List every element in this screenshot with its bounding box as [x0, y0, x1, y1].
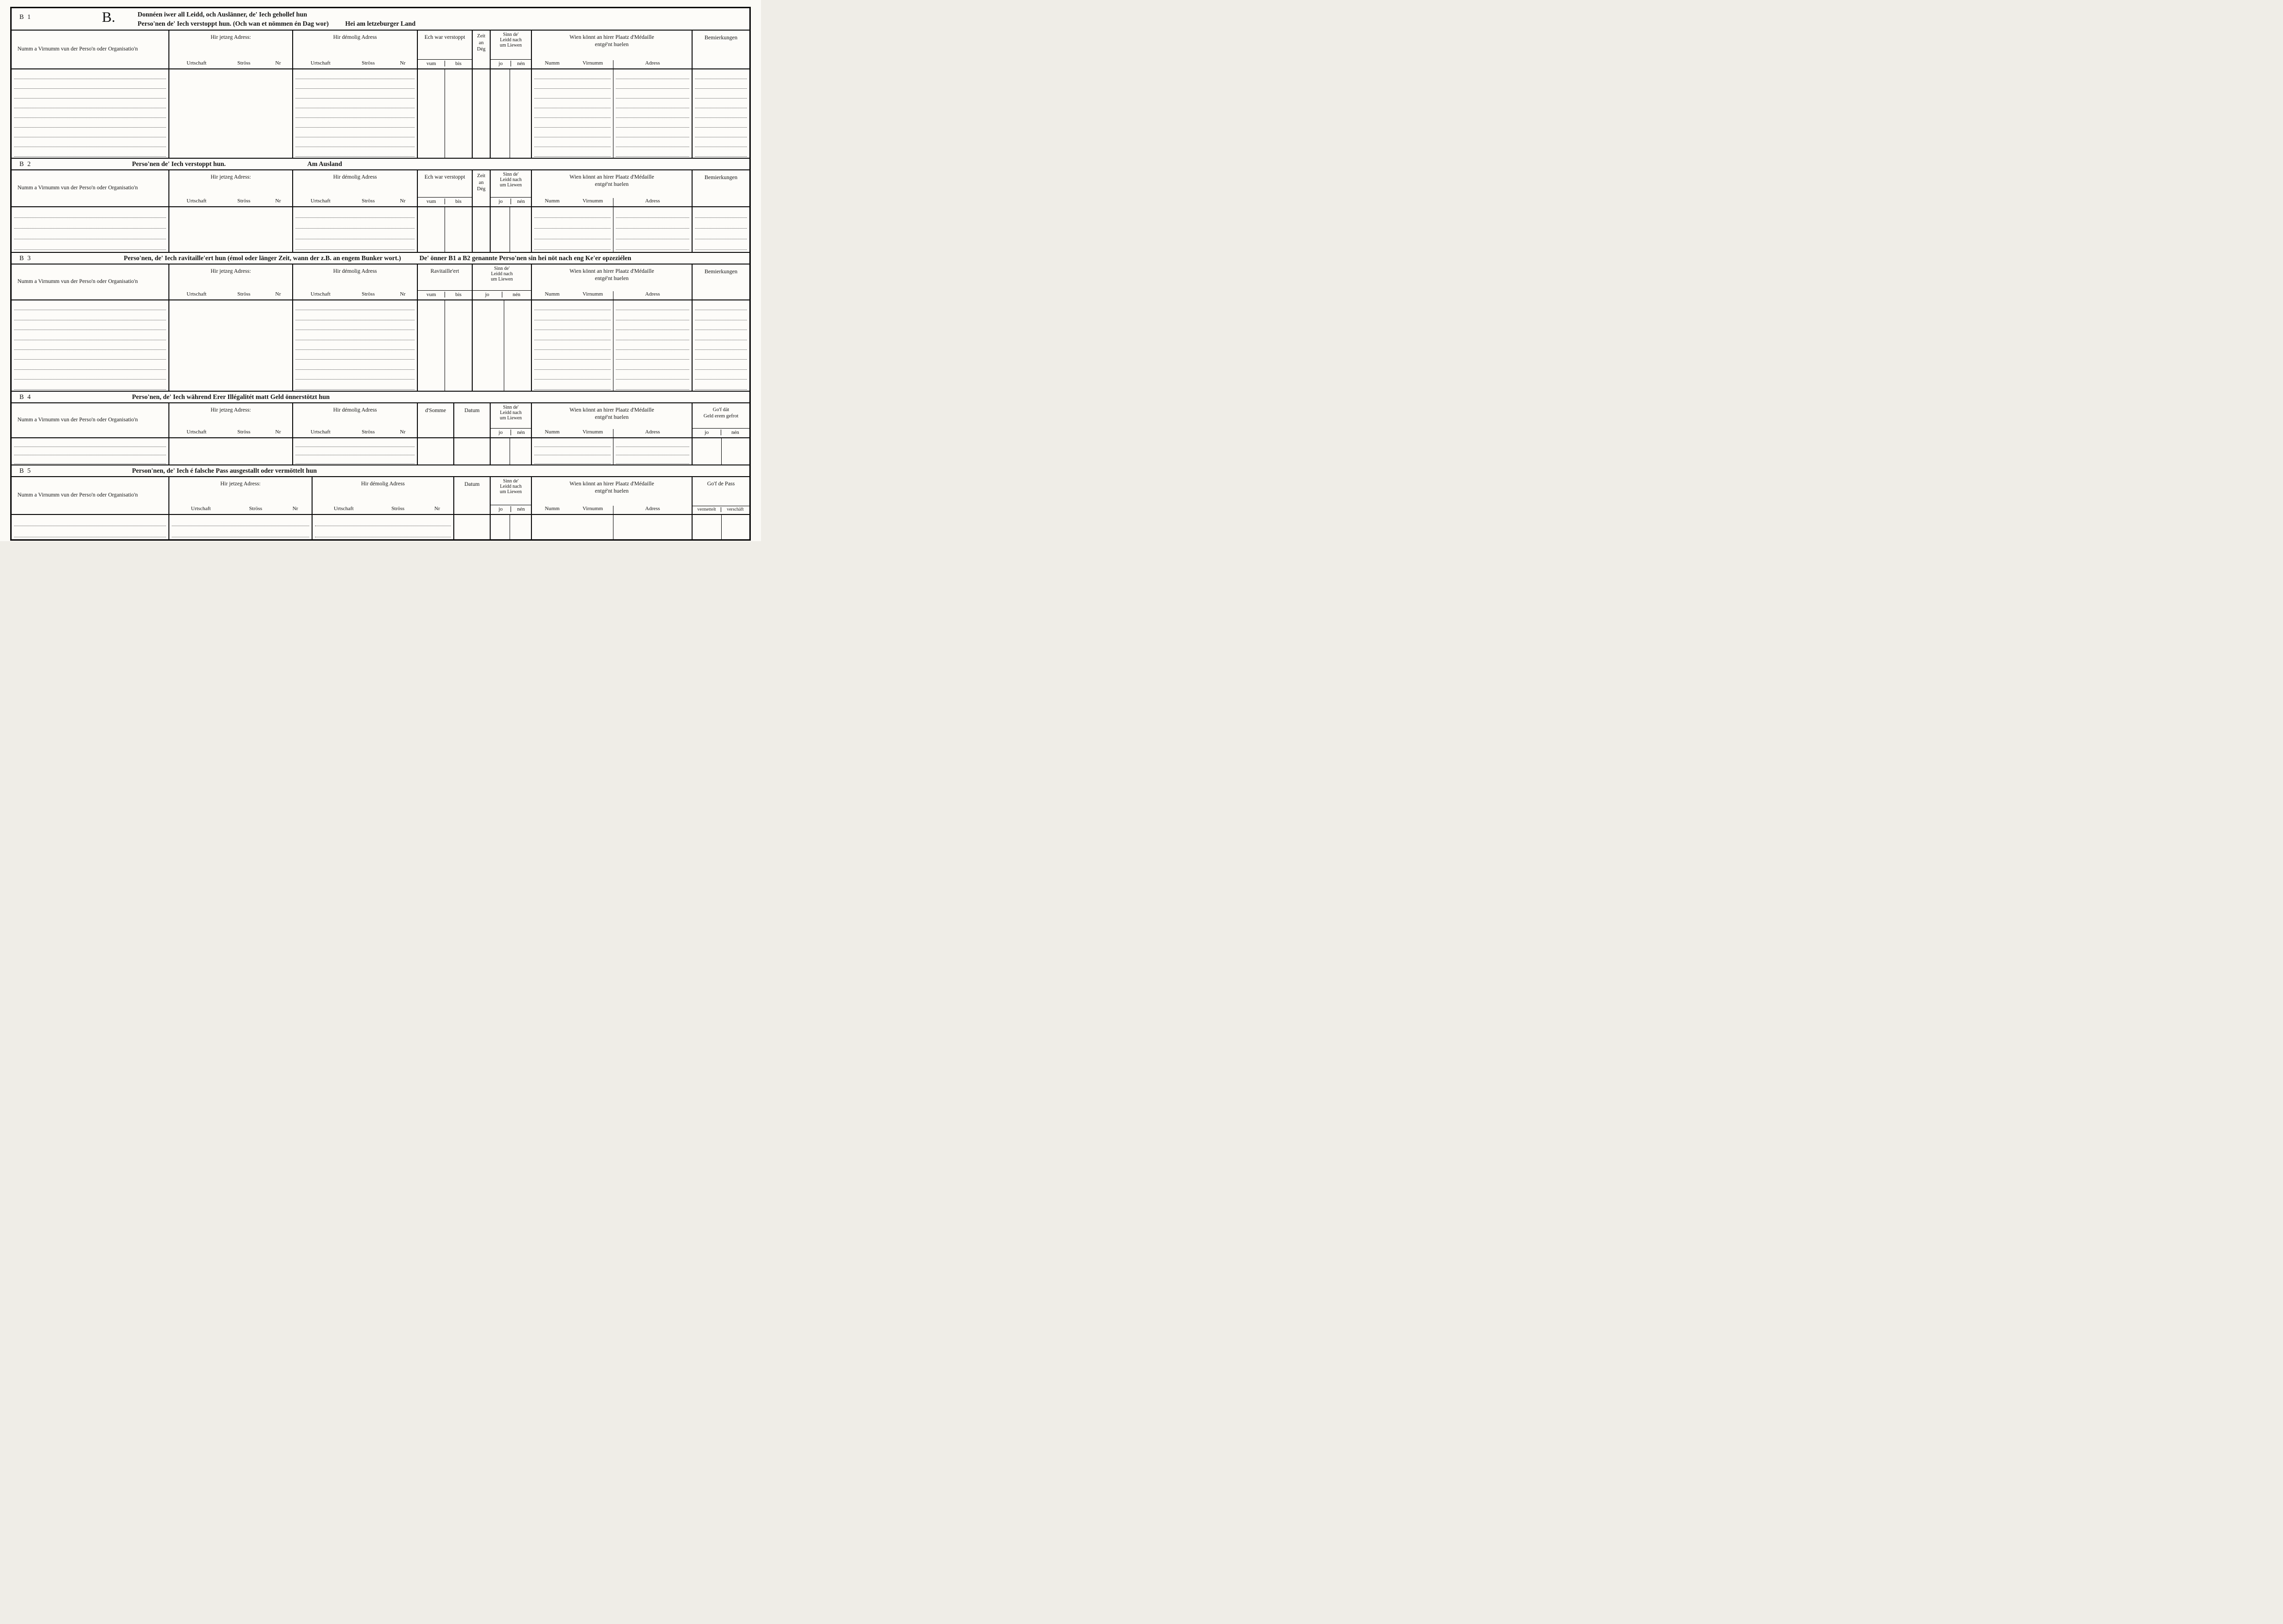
sub-label-nr: Nr: [275, 429, 281, 435]
body-col-medal-names: [532, 300, 613, 391]
section-b1: [12, 8, 749, 159]
sub-label-urtschaft: Urtschaft: [310, 198, 331, 204]
table-header: [12, 477, 749, 515]
col-group-former-address: Hir démolig Adress Urtschaft Ströss Nr: [313, 477, 454, 514]
sub-label-stross: Ströss: [237, 60, 250, 66]
sub-label-stross: Ströss: [362, 429, 375, 435]
col-group-current-address: Hir jetzeg Adress: Urtschaft Ströss Nr: [169, 170, 293, 206]
sub-label-urtschaft: Urtschaft: [191, 506, 211, 512]
col-group-still-alive: Sinn de' Leidd nach um Liewen jo nén: [491, 403, 532, 437]
section-title-right: Am Ausland: [307, 160, 342, 167]
sub-label-numm: Numm: [545, 198, 560, 204]
col-header-name: Numm a Virnumm vun der Perso'n oder Organisatio'n: [12, 265, 169, 299]
sub-label-vum: vum: [426, 61, 436, 66]
col-group-current-address: Hir jetzeg Adress: Urtschaft Ströss Nr: [169, 265, 293, 299]
body-col-former-address: [293, 300, 418, 391]
sub-label-numm: Numm: [545, 506, 560, 512]
body-col-current-address: [169, 438, 293, 464]
sub-label-adress: Adress: [613, 506, 692, 514]
sub-label-nen: nén: [511, 430, 531, 435]
body-col-pass-verschaft: [722, 515, 749, 539]
col-header-zeit-an-deg: Zeit an Dég: [473, 170, 491, 206]
body-col-current-address: [169, 69, 293, 158]
sub-label-jo: jo: [704, 430, 709, 435]
col-group-geld-gefrot: Go'f dät Geld erem gefrot jo nén: [693, 403, 749, 437]
table-header: [12, 31, 749, 69]
body-col-dsomme: [418, 438, 454, 464]
col-group-medal: Wien könnt an hirer Plaatz d'Médaille entgé'nt huelen Numm Virnumm Adress: [532, 265, 693, 299]
body-col-medal-names: [532, 207, 613, 252]
col-group-former-address: Hir démolig Adress Urtschaft Ströss Nr: [293, 403, 418, 437]
table-header: [12, 170, 749, 207]
col-group-still-alive: Sinn de' Leidd nach um Liewen jo nén: [491, 477, 532, 514]
body-col-current-address: [169, 300, 293, 391]
body-col-vum: [418, 207, 445, 252]
sub-label-urtschaft: Urtschaft: [310, 291, 331, 297]
sub-label-adress: Adress: [613, 198, 692, 206]
sub-label-nen: nén: [511, 506, 531, 512]
body-col-jo: [491, 207, 510, 252]
sub-label-urtschaft: Urtschaft: [186, 291, 207, 297]
col-group-former-address: Hir démolig Adress Urtschaft Ströss Nr: [293, 31, 418, 68]
col-header-name: Numm a Virnumm vun der Perso'n oder Organisatio'n: [12, 403, 169, 437]
body-col-zeit: [473, 69, 491, 158]
table-body: [12, 438, 749, 464]
section-title: Perso'nen, de' Iech während Erer Illégalitét matt Geld önnerstötzt hun: [132, 393, 330, 400]
sub-label-bis: bis: [445, 61, 472, 66]
body-col-geld-jo: [693, 438, 722, 464]
sub-label-urtschaft: Urtschaft: [310, 429, 331, 435]
section-b5: [12, 465, 749, 539]
section-title-line2: Perso'nen de' Iech verstoppt hun. (Och wan et nömmen én Dag wor): [137, 19, 329, 27]
body-col-former-address: [293, 207, 418, 252]
body-col-nen: [510, 515, 532, 539]
body-col-geld-nen: [722, 438, 749, 464]
body-col-medal-address: [613, 207, 693, 252]
sub-label-jo: jo: [498, 506, 503, 512]
section-b4-title-bar: [12, 392, 749, 403]
sub-label-vermettelt: vermettelt: [697, 507, 716, 512]
body-col-bis: [445, 207, 473, 252]
section-title: Perso'nen de' Iech verstoppt hun.: [132, 160, 226, 167]
sub-label-jo: jo: [498, 430, 503, 435]
sub-label-nr: Nr: [399, 291, 406, 297]
sub-label-stross: Ströss: [237, 291, 250, 297]
col-group-still-alive: Sinn de' Leidd nach um Liewen jo nén: [491, 31, 532, 68]
section-b2: [12, 159, 749, 253]
table-body: [12, 69, 749, 158]
col-header-bemierkungen: Bemierkungen: [704, 269, 738, 275]
section-id: B 1: [19, 13, 32, 20]
sub-label-nen: nén: [721, 430, 749, 435]
col-group-pass: Go'f de Pass vermettelt verschäft: [693, 477, 749, 514]
col-group-ravitailleert: Ravitaille'ert vum bis: [418, 265, 473, 299]
sub-label-stross: Ströss: [362, 60, 375, 66]
table-header: [12, 403, 749, 438]
body-col-medal-address: [613, 515, 693, 539]
sub-label-nen: nén: [511, 61, 531, 66]
section-title: [138, 10, 416, 29]
sub-label-nr: Nr: [434, 506, 440, 512]
table-body: [12, 300, 749, 391]
body-col-vum: [418, 300, 445, 391]
sub-label-stross: Ströss: [362, 291, 375, 297]
sub-label-urtschaft: Urtschaft: [333, 506, 354, 512]
table-body: [12, 207, 749, 252]
sub-label-nr: Nr: [399, 60, 406, 66]
sub-label-jo: jo: [498, 199, 503, 204]
body-col-nen: [510, 438, 532, 464]
sub-label-nr: Nr: [399, 198, 406, 204]
body-col-name: [12, 207, 169, 252]
col-header-name: Numm a Virnumm vun der Perso'n oder Organisatio'n: [12, 477, 169, 514]
section-b5-title-bar: [12, 465, 749, 477]
sub-label-virnumm: Virnumm: [582, 291, 603, 297]
sub-label-nen: nén: [511, 199, 531, 204]
body-col-bemierkungen: [693, 69, 749, 158]
section-title: Perso'nen, de' Iech ravitaille'ert hun (émol oder länger Zeit, wann der z.B. an engem Bunker wort.): [124, 254, 401, 262]
body-col-medal-names: [532, 515, 613, 539]
sub-label-virnumm: Virnumm: [582, 60, 603, 66]
form-sheet: [10, 7, 751, 541]
body-col-vum: [418, 69, 445, 158]
col-group-still-alive: Sinn de' Leidd nach um Liewen jo nén: [473, 265, 532, 299]
section-letter: B.: [102, 9, 116, 25]
sub-label-numm: Numm: [545, 429, 560, 435]
sub-label-urtschaft: Urtschaft: [310, 60, 331, 66]
col-group-current-address: Hir jetzeg Adress: Urtschaft Ströss Nr: [169, 31, 293, 68]
sub-label-urtschaft: Urtschaft: [186, 429, 207, 435]
col-header-datum: Datum: [454, 403, 491, 437]
body-col-medal-names: [532, 69, 613, 158]
sub-label-numm: Numm: [545, 60, 560, 66]
sub-label-nr: Nr: [292, 506, 298, 512]
section-title-line1: Donnéen iwer all Leidd, och Auslänner, de' Iech gehollef hun: [137, 11, 307, 18]
body-col-name: [12, 515, 169, 539]
sub-label-vum: vum: [426, 292, 436, 298]
sub-label-bis: bis: [445, 199, 472, 204]
body-col-jo: [473, 300, 504, 391]
sub-label-jo: jo: [485, 292, 490, 298]
col-header-datum: Datum: [454, 477, 491, 514]
body-col-former-address: [293, 69, 418, 158]
section-title: Person'nen, de' Iech é falsche Pass ausgestallt oder vermöttelt hun: [132, 467, 317, 474]
sub-label-adress: Adress: [613, 291, 692, 299]
sub-label-numm: Numm: [545, 291, 560, 297]
body-col-bis: [445, 69, 473, 158]
col-group-former-address: Hir démolig Adress Urtschaft Ströss Nr: [293, 265, 418, 299]
body-col-pass-vermettelt: [693, 515, 722, 539]
body-col-medal-address: [613, 438, 693, 464]
body-col-name: [12, 300, 169, 391]
col-group-current-address: Hir jetzeg Adress: Urtschaft Ströss Nr: [169, 477, 313, 514]
col-header-bemierkungen: Bemierkungen: [704, 35, 738, 41]
sub-label-stross: Ströss: [362, 198, 375, 204]
sub-label-virnumm: Virnumm: [582, 506, 603, 512]
sub-label-nr: Nr: [275, 291, 281, 297]
section-title-right: De' önner B1 a B2 genannte Perso'nen sin hei nöt nach eng Ke'er opzeziélen: [419, 254, 631, 262]
table-header: [12, 265, 749, 300]
col-group-current-address: Hir jetzeg Adress: Urtschaft Ströss Nr: [169, 403, 293, 437]
sub-label-virnumm: Virnumm: [582, 429, 603, 435]
sub-label-adress: Adress: [613, 429, 692, 437]
scanned-form-page: [0, 0, 761, 541]
sub-label-nr: Nr: [275, 198, 281, 204]
section-b3: [12, 253, 749, 392]
col-header-name: Numm a Virnumm vun der Perso'n oder Organisatio'n: [12, 31, 169, 68]
body-col-jo: [491, 515, 510, 539]
sub-label-nr: Nr: [399, 429, 406, 435]
sub-label-stross: Ströss: [237, 198, 250, 204]
body-col-medal-address: [613, 300, 693, 391]
body-col-datum: [454, 515, 491, 539]
body-col-medal-names: [532, 438, 613, 464]
sub-label-adress: Adress: [613, 60, 692, 68]
body-col-jo: [491, 438, 510, 464]
sub-label-stross: Ströss: [391, 506, 405, 512]
sub-label-verschaft: verschäft: [721, 507, 749, 512]
col-group-former-address: Hir démolig Adress Urtschaft Ströss Nr: [293, 170, 418, 206]
section-b1-title-bar: [12, 8, 749, 31]
body-col-former-address: [313, 515, 454, 539]
sub-label-virnumm: Virnumm: [582, 198, 603, 204]
section-id: B 3: [19, 254, 32, 262]
body-col-zeit: [473, 207, 491, 252]
section-b3-title-bar: [12, 253, 749, 265]
body-col-name: [12, 438, 169, 464]
sub-label-nr: Nr: [275, 60, 281, 66]
col-group-medal: Wien könnt an hirer Plaatz d'Médaille entgé'nt huelen Numm Virnumm Adress: [532, 31, 693, 68]
sub-label-nen: nén: [502, 292, 531, 298]
body-col-bis: [445, 300, 473, 391]
sub-label-urtschaft: Urtschaft: [186, 60, 207, 66]
sub-label-bis: bis: [445, 292, 472, 298]
section-title-right: Hei am letzeburger Land: [345, 19, 416, 27]
section-id: B 2: [19, 160, 32, 167]
body-col-nen: [510, 207, 532, 252]
body-col-nen: [510, 69, 532, 158]
col-group-medal: Wien könnt an hirer Plaatz d'Médaille entgé'nt huelen Numm Virnumm Adress: [532, 477, 693, 514]
col-header-name: Numm a Virnumm vun der Perso'n oder Organisatio'n: [12, 170, 169, 206]
sub-label-vum: vum: [426, 199, 436, 204]
body-col-datum: [454, 438, 491, 464]
col-group-medal: Wien könnt an hirer Plaatz d'Médaille entgé'nt huelen Numm Virnumm Adress: [532, 170, 693, 206]
col-group-hidden-period: Ech war verstoppt vum bis: [418, 31, 473, 68]
body-col-nen: [504, 300, 532, 391]
col-group-hidden-period: Ech war verstoppt vum bis: [418, 170, 473, 206]
body-col-bemierkungen: [693, 207, 749, 252]
sub-label-stross: Ströss: [249, 506, 263, 512]
sub-label-stross: Ströss: [237, 429, 250, 435]
body-col-bemierkungen: [693, 300, 749, 391]
table-body: [12, 515, 749, 539]
col-header-dsomme: d'Somme: [418, 403, 454, 437]
col-header-bemierkungen: Bemierkungen: [704, 175, 738, 181]
section-id: B 5: [19, 467, 32, 474]
col-group-medal: Wien könnt an hirer Plaatz d'Médaille entgé'nt huelen Numm Virnumm Adress: [532, 403, 693, 437]
sub-label-urtschaft: Urtschaft: [186, 198, 207, 204]
section-b2-title-bar: [12, 159, 749, 170]
body-col-jo: [491, 69, 510, 158]
col-group-still-alive: Sinn de' Leidd nach um Liewen jo nén: [491, 170, 532, 206]
section-b4: [12, 392, 749, 465]
sub-label-jo: jo: [498, 61, 503, 66]
body-col-current-address: [169, 207, 293, 252]
body-col-name: [12, 69, 169, 158]
body-col-former-address: [293, 438, 418, 464]
body-col-medal-address: [613, 69, 693, 158]
col-header-zeit-an-deg: Zeit an Dég: [473, 31, 491, 68]
body-col-current-address: [169, 515, 313, 539]
section-id: B 4: [19, 393, 32, 400]
